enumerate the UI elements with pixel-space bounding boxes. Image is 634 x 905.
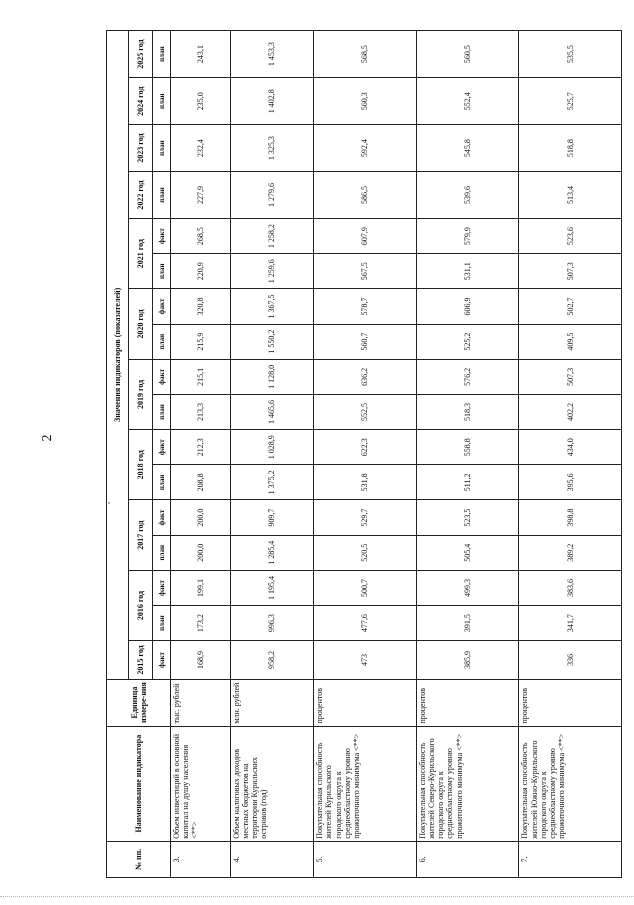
year-header: 2019 год (129, 359, 153, 429)
value-cell: 560,7 (314, 324, 417, 359)
col-header-num: № пп. (107, 841, 171, 877)
sub-header: факт (153, 430, 171, 465)
value-cell: 1 550,2 (230, 324, 313, 359)
value-cell: 227,9 (171, 172, 231, 219)
sub-header: план (153, 172, 171, 219)
value-cell: 552,4 (416, 78, 519, 125)
value-cell: 531,1 (416, 254, 519, 289)
row-number: 4. (230, 841, 313, 877)
value-cell: 511,2 (416, 465, 519, 500)
sub-header: план (153, 324, 171, 359)
value-cell: 1 285,4 (230, 535, 313, 570)
value-cell: 545,8 (416, 125, 519, 172)
col-header-name: Наименование индикатора (107, 726, 171, 841)
value-cell: 235,0 (171, 78, 231, 125)
value-cell: 1 128,0 (230, 359, 313, 394)
indicator-name: Объем налоговых доходов местных бюджетов на территории Курильских островов (год) (230, 726, 313, 841)
indicator-name: Покупательная способность жителей Курильского городского округа к среднеобластному уровню прожиточного минимума <**> (314, 726, 417, 841)
value-cell: 1 453,3 (230, 31, 313, 78)
page-number: 2 (40, 434, 55, 442)
value-cell: 909,7 (230, 500, 313, 535)
value-cell: 199,1 (171, 570, 231, 605)
row-number: 6. (416, 841, 519, 877)
value-cell: 505,4 (416, 535, 519, 570)
value-cell: 958,2 (230, 641, 313, 679)
unit-of-measure: тыс. рублей (171, 679, 231, 726)
unit-of-measure: процентов (314, 679, 417, 726)
unit-of-measure: процентов (519, 679, 622, 726)
value-cell: 552,5 (314, 394, 417, 429)
sub-header: факт (153, 570, 171, 605)
value-cell: 507,3 (519, 254, 622, 289)
value-cell: 507,3 (519, 359, 622, 394)
year-header: 2018 год (129, 430, 153, 500)
value-cell: 502,7 (519, 289, 622, 324)
rotated-table-container (106, 30, 622, 878)
value-cell: 539,6 (416, 172, 519, 219)
value-cell: 558,8 (416, 430, 519, 465)
value-cell: 586,5 (314, 172, 417, 219)
value-cell: 520,5 (314, 535, 417, 570)
value-cell: 168,9 (171, 641, 231, 679)
table-row (171, 31, 231, 878)
value-cell: 213,3 (171, 394, 231, 429)
value-cell: 341,7 (519, 606, 622, 641)
sub-header: факт (153, 359, 171, 394)
table-row (416, 31, 519, 878)
value-cell: 212,3 (171, 430, 231, 465)
value-cell: 1 367,5 (230, 289, 313, 324)
value-cell: 215,9 (171, 324, 231, 359)
scan-dot (108, 502, 110, 504)
value-cell: 576,2 (416, 359, 519, 394)
value-cell: 529,7 (314, 500, 417, 535)
indicator-name: Покупательная способность жителей Северо-Курильского городского округа к среднеобластному уровню прожиточного минимума <**> (416, 726, 519, 841)
scan-edge-line (0, 896, 634, 898)
year-header: 2021 год (129, 218, 153, 288)
sub-header: план (153, 31, 171, 78)
sub-header: план (153, 535, 171, 570)
year-header: 2024 год (129, 78, 153, 125)
sub-header: план (153, 606, 171, 641)
value-cell: 200,0 (171, 535, 231, 570)
value-cell: 243,1 (171, 31, 231, 78)
year-header: 2020 год (129, 289, 153, 359)
value-cell: 402,2 (519, 394, 622, 429)
value-cell: 336 (519, 641, 622, 679)
value-cell: 622,3 (314, 430, 417, 465)
value-cell: 568,5 (314, 31, 417, 78)
value-cell: 1 258,2 (230, 218, 313, 253)
sub-header: план (153, 78, 171, 125)
value-cell: 531,8 (314, 465, 417, 500)
value-cell: 567,5 (314, 254, 417, 289)
unit-of-measure: млн. рублей (230, 679, 313, 726)
value-cell: 215,1 (171, 359, 231, 394)
value-cell: 1 279,6 (230, 172, 313, 219)
value-cell: 518,3 (416, 394, 519, 429)
col-header-values: Значения индикаторов (показателей) (107, 31, 129, 680)
sub-header: план (153, 254, 171, 289)
value-cell: 560,5 (416, 31, 519, 78)
value-cell: 208,8 (171, 465, 231, 500)
value-cell: 220,9 (171, 254, 231, 289)
value-cell: 1 028,9 (230, 430, 313, 465)
value-cell: 320,8 (171, 289, 231, 324)
value-cell: 606,9 (416, 289, 519, 324)
value-cell: 385,9 (416, 641, 519, 679)
value-cell: 525,2 (416, 324, 519, 359)
value-cell: 1 402,8 (230, 78, 313, 125)
value-cell: 996,3 (230, 606, 313, 641)
sub-header: план (153, 394, 171, 429)
value-cell: 592,4 (314, 125, 417, 172)
year-header: 2016 год (129, 570, 153, 640)
value-cell: 523,5 (416, 500, 519, 535)
year-header: 2017 год (129, 500, 153, 570)
value-cell: 383,6 (519, 570, 622, 605)
row-number: 3. (171, 841, 231, 877)
sub-header: факт (153, 500, 171, 535)
year-header: 2015 год (129, 641, 153, 679)
year-header: 2025 год (129, 31, 153, 78)
unit-of-measure: процентов (416, 679, 519, 726)
sub-header: план (153, 125, 171, 172)
row-number: 5. (314, 841, 417, 877)
table-row (314, 31, 417, 878)
year-header: 2023 год (129, 125, 153, 172)
sub-header: факт (153, 641, 171, 679)
value-cell: 1 465,6 (230, 394, 313, 429)
year-header: 2022 год (129, 172, 153, 219)
value-cell: 535,5 (519, 31, 622, 78)
value-cell: 578,7 (314, 289, 417, 324)
value-cell: 499,3 (416, 570, 519, 605)
value-cell: 607,9 (314, 218, 417, 253)
value-cell: 389,2 (519, 535, 622, 570)
value-cell: 173,2 (171, 606, 231, 641)
value-cell: 636,2 (314, 359, 417, 394)
table-row (519, 31, 622, 878)
table-row (230, 31, 313, 878)
value-cell: 398,8 (519, 500, 622, 535)
indicator-name: Объем инвестиций в основной капитал на душу населения <**> (171, 726, 231, 841)
value-cell: 523,6 (519, 218, 622, 253)
value-cell: 1 375,2 (230, 465, 313, 500)
value-cell: 395,6 (519, 465, 622, 500)
value-cell: 391,5 (416, 606, 519, 641)
value-cell: 477,6 (314, 606, 417, 641)
value-cell: 434,0 (519, 430, 622, 465)
col-header-unit: Единица измере-ния (107, 679, 171, 726)
sub-header: факт (153, 218, 171, 253)
sub-header: факт (153, 289, 171, 324)
value-cell: 200,0 (171, 500, 231, 535)
value-cell: 232,4 (171, 125, 231, 172)
value-cell: 1 259,6 (230, 254, 313, 289)
value-cell: 1 195,4 (230, 570, 313, 605)
value-cell: 513,4 (519, 172, 622, 219)
value-cell: 525,7 (519, 78, 622, 125)
indicator-name: Покупательная способность жителей Южно-Курильского городского округа к среднеобластному уровню прожиточного минимума <**> (519, 726, 622, 841)
value-cell: 579,9 (416, 218, 519, 253)
value-cell: 473 (314, 641, 417, 679)
table-body (171, 31, 622, 878)
value-cell: 518,8 (519, 125, 622, 172)
value-cell: 560,3 (314, 78, 417, 125)
value-cell: 500,7 (314, 570, 417, 605)
indicators-table (106, 30, 622, 878)
sub-header: план (153, 465, 171, 500)
row-number: 7. (519, 841, 622, 877)
value-cell: 268,5 (171, 218, 231, 253)
value-cell: 409,5 (519, 324, 622, 359)
value-cell: 1 325,3 (230, 125, 313, 172)
